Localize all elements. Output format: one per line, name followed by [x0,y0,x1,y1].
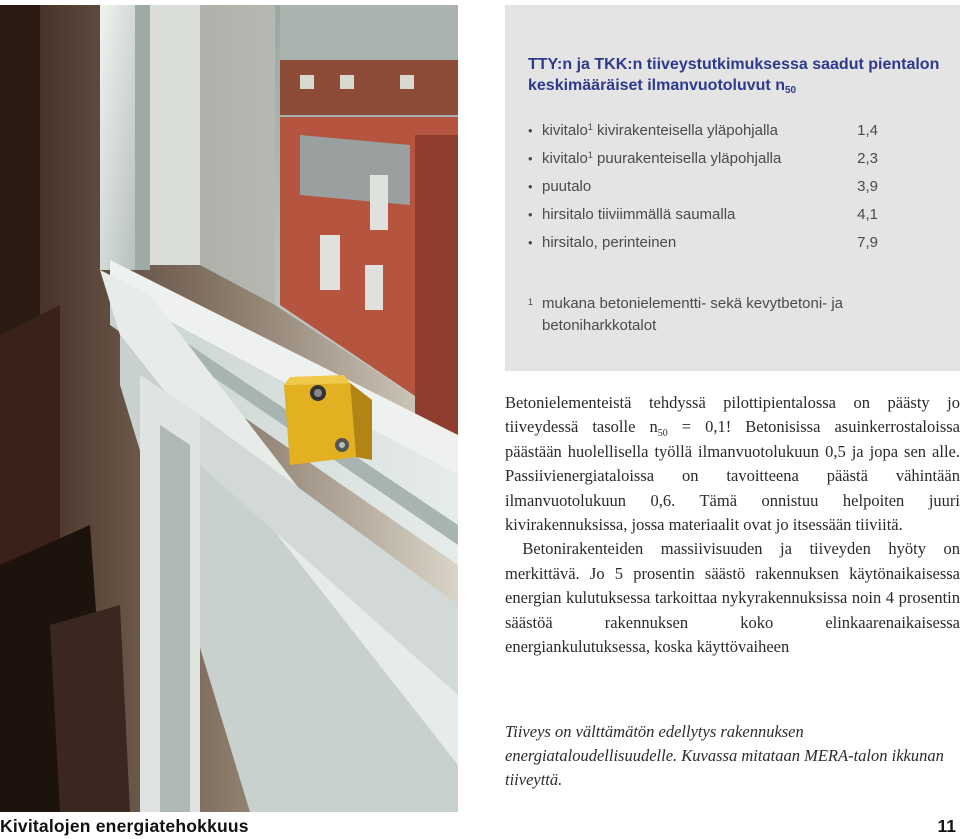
list-item: • puutalo 3,9 [528,178,878,195]
info-box [505,5,960,371]
window-photo-illustration [0,5,458,812]
list-item-value: 3,9 [857,178,878,195]
publication-title: Kivitalojen energiatehokkuus [0,816,249,836]
air-leakage-list [528,120,878,260]
list-item-value: 7,9 [857,234,878,251]
photo-caption: Tiiveys on välttämätön edellytys rakennuksen energiataloudellisuudelle. Kuvassa mitataan MERA-talon ikkunan tiiveyttä. [505,722,944,789]
list-item: • kivitalo$^1$ kivirakenteisella yläpohjalla 1,4 [528,122,878,139]
footnote-mark: 1 [528,297,534,307]
list-item: • hirsitalo tiiviimmällä saumalla 4,1 [528,206,878,223]
footnote-text: mukana betonielementti- sekä kevytbetoni- ja betoniharkkotalot [542,295,843,334]
body-text [505,391,960,659]
list-item-label: hirsitalo, perinteinen [542,234,677,251]
list-item-value: 1,4 [857,122,878,139]
window-photo [0,5,458,812]
list-item-label: kivitalo$^1$ kivirakenteisella yläpohjalla [542,122,778,139]
title-subscript: 50 [784,85,797,96]
list-item: • kivitalo$^1$ puurakenteisella yläpohjalla 2,3 [528,150,878,167]
paragraph: Betonielementeistä tehdyssä pilottipientalossa on päästy jo tiiveydessä tasolle $n_{50} = 0,1$! Betonisissa asuinkerrostaloissa päästään huolellisella työllä ilmanvuotolukuun 0,5 ja jopa sen alle. Passiivienergiataloissa on tavoitteena päästä vähintään ilmanvuotolukuun 0,6. Tämä onnistuu helpoiten juuri kivirakennuksissa, jossa materiaalit ovat jo itsessään tiiviitä. [505,393,960,535]
info-box-title: TTY:n ja TKK:n tiiveystutkimuksessa saadut pientalon keskimääräiset ilmanvuotoluvut $n_{50}$ [528,56,940,96]
list-item-value: 4,1 [857,206,878,223]
footnote [528,293,938,337]
paragraph: Betonirakenteiden massiivisuuden ja tiiveyden hyöty on merkittävä. Jo 5 prosentin säästö rakennuksen käytönaikaisessa energian kulutuksessa tarkoittaa nykyrakennuksissa noin 4 prosentin säästöä rakennuksen koko elinkaarenaikaisessa energiankulutuksessa, koska käyttövaiheen [505,539,960,657]
list-item-label: puutalo [542,178,592,195]
list-item: • hirsitalo, perinteinen 7,9 [528,234,878,251]
page-number: 11 [937,816,956,836]
list-item-label: kivitalo$^1$ puurakenteisella yläpohjalla [542,150,782,167]
page-footer [0,812,960,839]
list-item-label: hirsitalo tiiviimmällä saumalla [542,206,736,223]
list-item-value: 2,3 [857,150,878,167]
